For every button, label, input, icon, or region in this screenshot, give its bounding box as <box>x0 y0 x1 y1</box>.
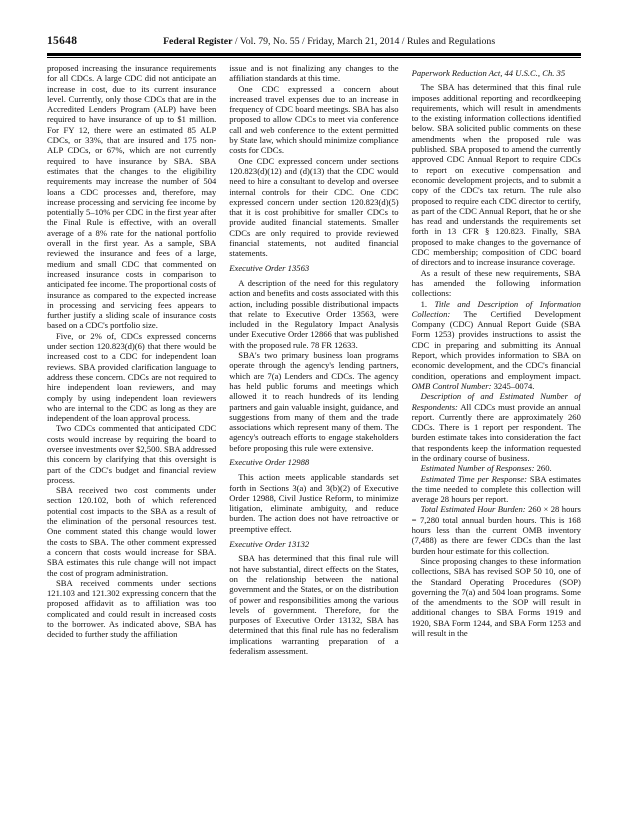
body-paragraph: proposed increasing the insurance requirements for all CDCs. A large CDC did not anticipate an increase in cost, due to its current insurance level. Currently, only those CDCs that are in the Accredited Lenders Program (ALP) have been required to have insurance of up to $1 million. For FY 12, there were an estimated 85 ALP CDCs, or 33%, that are insured and 175 non-ALP CDCs, or 67%, which are not currently required to have insurance by SBA. SBA estimates that the changes to the eligibility requirements may increase the number of 504 loans a CDC processes and, therefore, may increase processing and servicing fee income by potentially 5–10% per CDC in the first year after the Final Rule is effective, with an overall average of a 8% rate for the national portfolio overall in the first year. As a sample, SBA reviewed the insurance and fees of a large, medium and small CDC that commented on increased insurance costs in comparison to anticipated fee income. The proportional costs of insurance as compared to the expected increase in processing and servicing fees appears to further justify a sliding scale of insurance costs based on a CDC's portfolio size. <box>47 63 217 331</box>
body-paragraph: Description of and Estimated Number of Respondents: All CDCs must provide an annual report. Currently there are approximately 260 CDCs. There is 1 report per respondent. The burden estimate takes into consideration the fact that respondents keep the information requested in the ordinary course of business. <box>411 391 581 463</box>
section-heading: Paperwork Reduction Act, 44 U.S.C., Ch. 35 <box>411 67 566 78</box>
body-paragraph: Total Estimated Hour Burden: 260 × 28 hours = 7,280 total annual burden hours. This is 168 hours less than the current OMB inventory (7,488) as there are fewer CDCs than the last burden hour estimate for this collection. <box>411 504 581 556</box>
body-paragraph: Two CDCs commented that anticipated CDC costs would increase by requiring the board to oversee investments over $2,500. SBA addressed this concern by clarifying that this oversight is part of the CDC's budget and financial review process. <box>47 423 217 485</box>
rule-thin <box>47 57 581 58</box>
body-paragraph: 1. Title and Description of Information Collection: The Certified Development Company (CDC) Annual Report Guide (SBA Form 1253) provides instructions to assist the CDC in preparing and submitting its Annual Report, which provides information to SBA on economic development, and the CDC's financial condition, operations and employment impact. OMB Control Number: 3245–0074. <box>411 298 581 391</box>
section-heading: Executive Order 13132 <box>229 538 310 549</box>
body-paragraph: issue and is not finalizing any changes to the affiliation standards at this time. <box>229 63 399 84</box>
body-paragraph: SBA received two cost comments under section 120.102, both of which referenced potential cost impacts to the SBA as a result of the elimination of the personal resources test. One comment stated this change would lower the costs to SBA. The other comment expressed a concern that costs would increase for SBA. SBA estimates this rule change will not impact the cost of program administration. <box>47 485 217 578</box>
body-paragraph: Estimated Time per Response: SBA estimates the time needed to complete this collection will average 28 hours per report. <box>411 473 581 505</box>
body-paragraph: SBA has determined that this final rule will not have substantial, direct effects on the States, on the relationship between the national government and the States, or on the distribution of power and responsibilities among the various levels of government. Therefore, for the purposes of Executive Order 13132, SBA has determined that this final rule has no federalism implications warranting preparation of a federalism assessment. <box>229 553 399 657</box>
body-paragraph: One CDC expressed a concern about increased travel expenses due to an increase in frequency of CDC board meetings. SBA has also proposed to allow CDCs to meet via conference call and web conference to the extent permitted by State law, which should minimize compliance costs for CDCs. <box>229 83 399 156</box>
text-column-2 <box>229 63 398 778</box>
section-heading: Executive Order 13563 <box>229 263 310 274</box>
journal-title: Federal Register <box>163 36 233 47</box>
body-paragraph: The SBA has determined that this final rule imposes additional reporting and recordkeeping requirements, which will result in amendments to the existing information collections identified below. SBA solicited public comments on these amendments when the proposed rule was published. SBA proposed to amend the currently approved CDC Annual Report to require CDCs to report on executive compensation and economic development projects, and to submit a copy of the CDC's tax return. The rule also proposed to require each CDC director to certify, as part of the CDC Annual Report, that he or she has read and understands the requirements set forth in 13 CFR § 120.823. Finally, SBA proposed to make changes to the governance of CDC membership; composition of CDC board of directors and to increase insurance coverage. <box>411 82 581 268</box>
body-paragraph: This action meets applicable standards set forth in Sections 3(a) and 3(b)(2) of Executive Order 12988, Civil Justice Reform, to minimize litigation, eliminate ambiguity, and reduce burden. The action does not have retroactive or preemptive effect. <box>229 472 399 534</box>
body-paragraph: As a result of these new requirements, SBA has amended the following information collections: <box>411 267 581 299</box>
body-paragraph: Since proposing changes to these information collections, SBA has revised SOP 50 10, one of the Standard Operating Procedures (SOP) governing the 7(a) and 504 loan programs. Some of the amendments to the SOP will result in additional changes to SBA Forms 1919 and 1920, SBA Form 1244, and SBA Form 1253 and will result in the <box>411 555 581 639</box>
body-columns <box>47 63 581 778</box>
section-heading: Executive Order 12988 <box>229 457 310 468</box>
running-head <box>77 36 581 47</box>
rule-thick <box>47 53 581 56</box>
body-paragraph: One CDC expressed concern under sections 120.823(d)(12) and (d)(13) that the CDC would need to hire a consultant to develop and oversee internal controls for their CDC. One CDC expressed concern under section 120.823(d)(5) that it is cost prohibitive for smaller CDCs to provide audited financial statements. Smaller CDCs are only required to provide reviewed financial statements, not audited financial statements. <box>229 155 399 259</box>
body-paragraph: Estimated Number of Responses: 260. <box>420 463 552 474</box>
page-number: 15648 <box>47 35 78 47</box>
body-paragraph: SBA received comments under sections 121.103 and 121.302 expressing concern that the proposed affidavit as to affiliation was too complicated and could result in increased costs to the borrower. As indicated above, SBA has decided to further study the affiliation <box>47 577 217 640</box>
body-paragraph: Five, or 2% of, CDCs expressed concerns under section 120.823(d)(6) that there would be increased cost to a CDC for independent loan reviews. SBA provided clarification language to address these concern. CDCs are not required to hire independent loan reviewers, and may comply by using independent loan reviewers who are internal to the CDC as long as they are independent of the loan approval process. <box>47 330 217 424</box>
text-column-3 <box>412 63 581 778</box>
header-double-rule <box>47 53 581 59</box>
body-paragraph: SBA's two primary business loan programs operate through the agency's lending partners, which are 7(a) Lenders and CDCs. The agency has held public forums and meetings which allowed it to reach hundreds of its lending partners and gain valuable insight, guidance, and suggestions from many of them and the trade associations which represent many of them. The agency's outreach efforts to engage stakeholders before proposing this rule were extensive. <box>229 350 399 453</box>
body-paragraph: A description of the need for this regulatory action and benefits and costs associated with this action, including possible distributional impacts that relate to Executive Order 13563, were included in the Regulatory Impact Analysis under Executive Order 12866 that was published with the proposed rule. 78 FR 12633. <box>229 277 399 350</box>
text-column-1 <box>47 63 216 778</box>
page-header <box>47 35 581 47</box>
issue-info: / Vol. 79, No. 55 / Friday, March 21, 2014 / Rules and Regulations <box>232 36 496 47</box>
